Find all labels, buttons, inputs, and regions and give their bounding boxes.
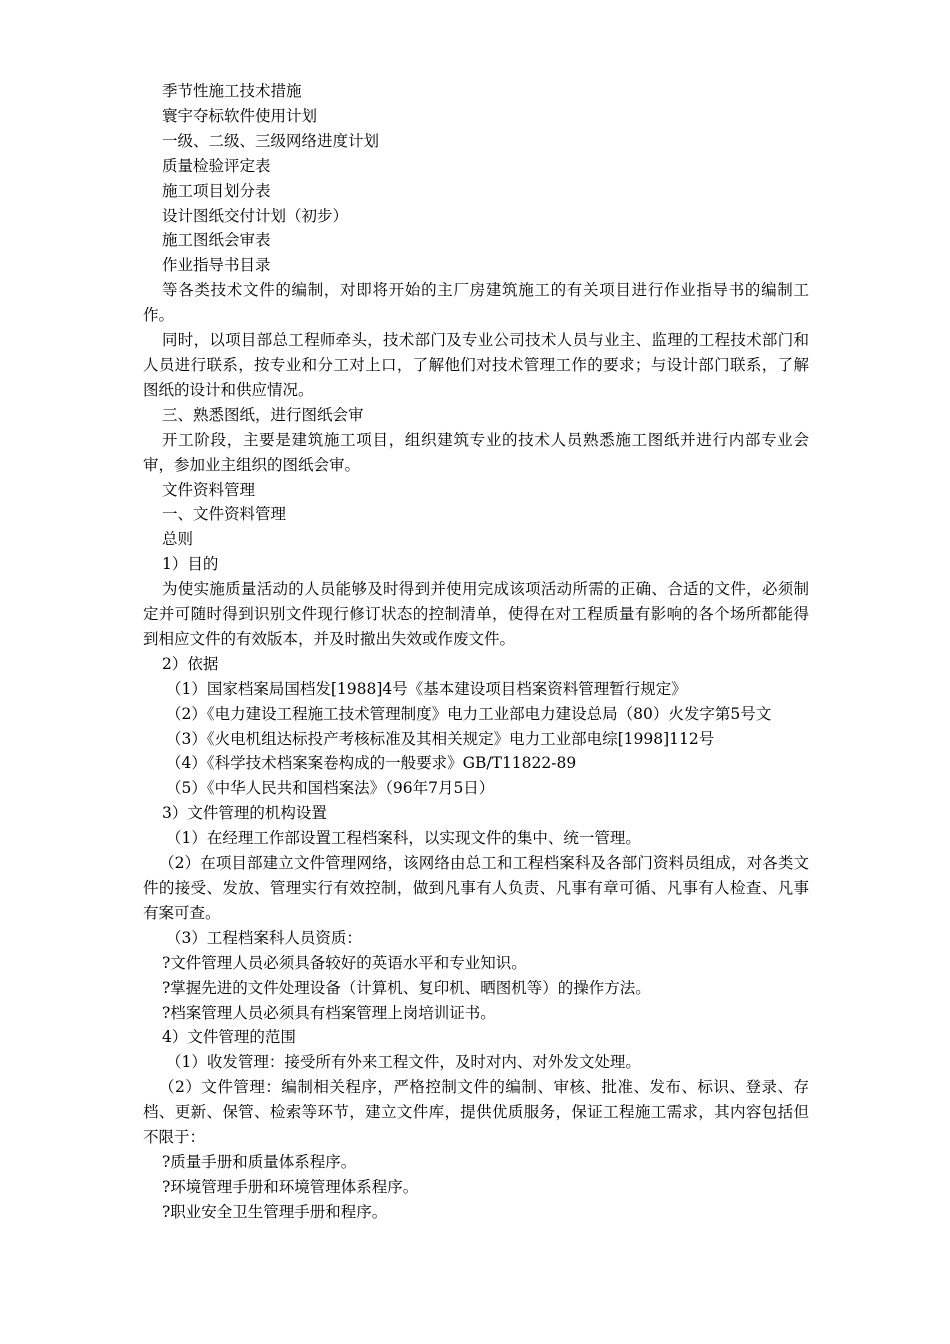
paragraph: 作业指导书目录 [162,256,271,275]
paragraph: （1）国家档案局国档发[1988]4号《基本建设项目档案资料管理暂行规定》 [166,679,687,698]
paragraph: 一、文件资料管理 [162,505,287,524]
paragraph: 文件资料管理 [162,480,256,499]
paragraph: （5）《中华人民共和国档案法》（96年7月5日） [166,779,495,798]
paragraph: 总则 [162,530,194,549]
paragraph: （1）在经理工作部设置工程档案科，以实现文件的集中、统一管理。 [166,829,641,848]
paragraph: 质量检验评定表 [162,156,271,175]
paragraph: ?职业安全卫生管理手册和程序。 [162,1202,388,1221]
paragraph: ?档案管理人员必须具有档案管理上岗培训证书。 [162,1003,496,1022]
paragraph: （3）工程档案科人员资质： [166,928,362,947]
paragraph: （2）文件管理：编制相关程序，严格控制文件的编制、审核、批准、发布、标识、登录、存档、更新、保管、检索等环节，建立文件库，提供优质服务，保证工程施工需求，其内容包括但不限于： [143,1078,809,1147]
paragraph: 等各类技术文件的编制，对即将开始的主厂房建筑施工的有关项目进行作业指导书的编制工作。 [143,281,809,325]
paragraph: 开工阶段，主要是建筑施工项目，组织建筑专业的技术人员熟悉施工图纸并进行内部专业会审，参加业主组织的图纸会审。 [143,430,809,474]
paragraph: （2）《电力建设工程施工技术管理制度》电力工业部电力建设总局（80）火发字第5号文 [166,704,772,723]
paragraph: （4）《科学技术档案案卷构成的一般要求》GB/T11822-89 [166,754,577,773]
paragraph: 同时，以项目部总工程师牵头，技术部门及专业公司技术人员与业主、监理的工程技术部门和人员进行联系，按专业和分工对上口，了解他们对技术管理工作的要求；与设计部门联系，了解图纸的设计和供应情况。 [143,331,809,399]
paragraph: ?掌握先进的文件处理设备（计算机、复印机、晒图机等）的操作方法。 [162,978,651,997]
paragraph: 2）依据 [162,654,219,673]
paragraph: 季节性施工技术措施 [162,82,302,100]
document-body [143,79,809,1225]
paragraph: 寰宇夺标软件使用计划 [162,106,318,125]
paragraph: ?质量手册和质量体系程序。 [162,1152,357,1171]
paragraph: 施工图纸会审表 [162,231,271,250]
paragraph: （2）在项目部建立文件管理网络，该网络由总工和工程档案科及各部门资料员组成，对各类文件的接受、发放、管理实行有效控制，做到凡事有人负责、凡事有章可循、凡事有人检查、凡事有案可查。 [143,854,809,922]
paragraph: ?文件管理人员必须具备较好的英语水平和专业知识。 [162,953,527,972]
paragraph: 为使实施质量活动的人员能够及时得到并使用完成该项活动所需的正确、合适的文件，必须制定并可随时得到识别文件现行修订状态的控制清单，使得在对工程质量有影响的各个场所都能得到相应文件的有效版本，并及时撤出失效或作废文件。 [143,580,809,648]
paragraph: ?环境管理手册和环境管理体系程序。 [162,1177,419,1196]
paragraph: 1）目的 [162,555,219,574]
paragraph: 三、熟悉图纸，进行图纸会审 [162,405,364,424]
paragraph: 3）文件管理的机构设置 [162,804,327,823]
paragraph: 4）文件管理的范围 [162,1028,296,1047]
paragraph: （3）《火电机组达标投产考核标准及其相关规定》电力工业部电综[1998]112号 [166,729,715,748]
paragraph: 设计图纸交付计划（初步） [162,206,349,225]
paragraph: （1）收发管理：接受所有外来工程文件，及时对内、对外发文处理。 [166,1053,641,1072]
paragraph: 施工项目划分表 [162,181,271,200]
paragraph: 一级、二级、三级网络进度计划 [162,131,380,150]
